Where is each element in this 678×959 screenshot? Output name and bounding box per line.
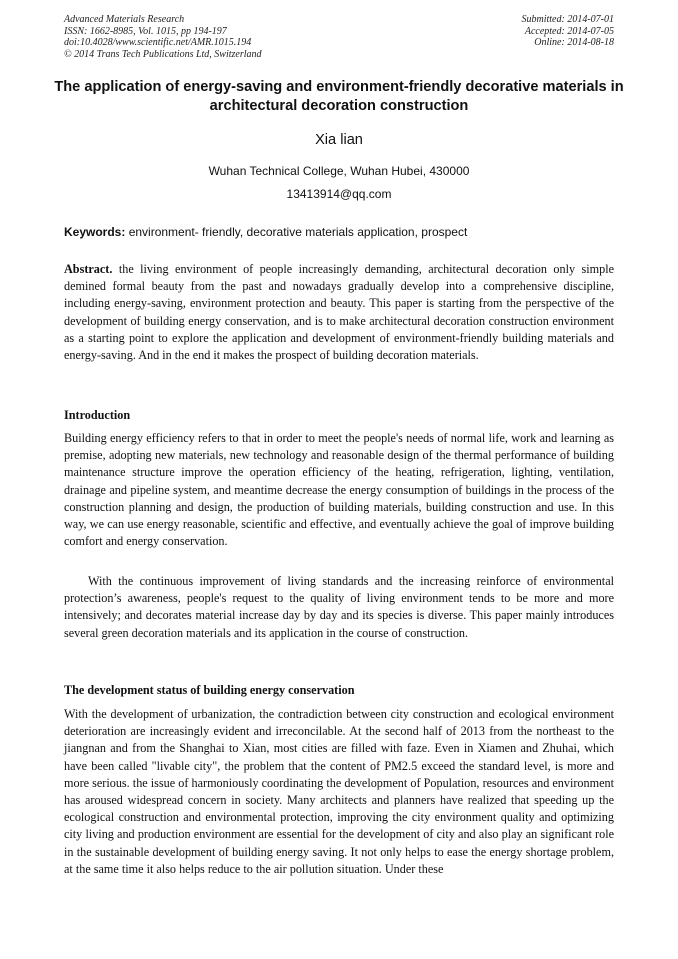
journal-info [64, 14, 262, 60]
journal-issn: ISSN: 1662-8985, Vol. 1015, pp 194-197 [64, 25, 227, 37]
online-date: Online: 2014-08-18 [534, 37, 614, 48]
abstract-label: Abstract. [64, 262, 113, 276]
keywords [64, 225, 624, 239]
journal-doi: doi:10.4028/www.scientific.net/AMR.1015.194 [64, 37, 252, 48]
journal-copyright: © 2014 Trans Tech Publications Ltd, Switzerland [64, 48, 262, 60]
keywords-label: Keywords: [64, 225, 126, 239]
author-name: Xia lian [315, 132, 363, 148]
development-paragraph-1: With the development of urbanization, the contradiction between city construction and ecological environment deterioration are increasingly evident and irreconcilable. At the second half of 2013 from the northeast to the jiangnan and from the Shanghai to Xian, most cities are filled with faze. Even in Xiamen and Zhuhai, which have been called "livable city", the problem that the content of PM2.5 exceed the standard level, is more and more serious. the issue of harmoniously coordinating the development of Population, resources and environment has aroused widespread concern in society. Many architects and planners have realized that speeding up the ecological construction and environmental protection, improving the city environment quality and optimizing city living and production environment are essential for the development of city and also play an significant role in the sustainable development of building energy saving. It not only helps to ease the energy shortage problem, at the same time it also helps reduce to the air pollution situation. Under these [64, 707, 614, 876]
development-heading: The development status of building energy conservation [64, 683, 355, 697]
submitted-date: Submitted: 2014-07-01 [521, 14, 614, 25]
submission-dates [522, 14, 615, 49]
author-email: 13413914@qq.com [286, 187, 392, 201]
abstract [64, 261, 614, 364]
keywords-text: environment- friendly, decorative materials application, prospect [125, 225, 468, 239]
journal-name: Advanced Materials Research [64, 14, 185, 25]
author-affiliation: Wuhan Technical College, Wuhan Hubei, 430000 [208, 164, 470, 178]
paper-title: The application of energy-saving and environment-friendly decorative materials in architectural decoration construction [54, 79, 624, 114]
introduction-heading: Introduction [64, 408, 131, 422]
accepted-date: Accepted: 2014-07-05 [524, 25, 614, 37]
abstract-text: the living environment of people increasingly demanding, architectural decoration only simple demined formal beauty from the past and nowadays gradually develop into a comprehensive discipline, including energy-saving, environment protection and beauty. This paper is starting from the perspective of the development of building energy conservation, and is to make architectural decoration construction environment as a starting point to explore the application and development of environment-friendly building materials and energy-saving. And in the end it makes the prospect of building decoration materials. [64, 262, 614, 363]
introduction-paragraph-1: Building energy efficiency refers to that in order to meet the people's needs of normal life, work and learning as premise, adopting new materials, new technology and reasonable design of the thermal performance of building maintenance structure improve the operation efficiency of the heating, refrigeration, lighting, ventilation, drainage and pipeline system, and meantime decrease the energy consumption of buildings in the process of the construction planning and design, the production of building materials, building construction and use. In this way, we can use energy reasonable, scientific and effective, and eventually achieve the goal of improve building comfort and energy conservation. [64, 431, 614, 549]
introduction-paragraph-2: With the continuous improvement of living standards and the increasing reinforce of environmental protection’s awareness, people's request to the quality of living environment tends to be more and more intensively; and decorates material increase day by day and its species is diverse. This paper mainly introduces several green decoration materials and its application in the course of construction. [64, 574, 614, 640]
